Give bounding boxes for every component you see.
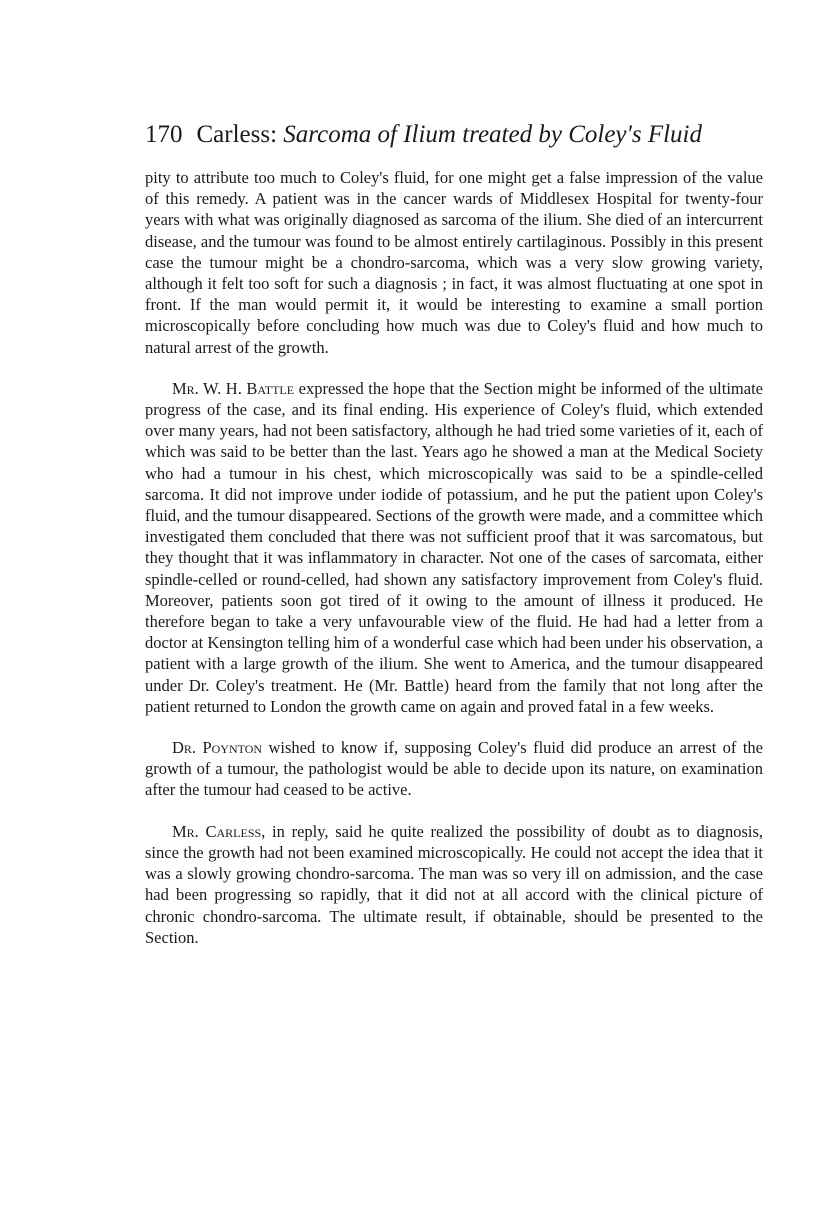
header-title: Sarcoma of Ilium treated by Coley's Fluid [283, 121, 702, 148]
paragraph-battle [145, 378, 763, 717]
running-header [145, 118, 765, 152]
paragraph-text: wished to know if, supposing Coley's fluid did produce an arrest of the growth of a tumour, the pathologist would be able to decide upon its nature, on examination after the tumour had ceased to be active. [145, 738, 763, 800]
header-author: Carless: [196, 121, 278, 148]
paragraph-carless [145, 821, 763, 948]
speaker-name: Dr. Poynton [172, 738, 263, 758]
speaker-name: Mr. W. H. Battle [172, 378, 295, 398]
paragraph-continuation [145, 167, 763, 358]
paragraph-text: pity to attribute too much to Coley's fluid, for one might get a false impression of the value of this remedy. A patient was in the cancer wards of Middlesex Hospital for twenty-four years with what was originally diagnosed as sarcoma of the ilium. She died of an intercurrent disease, and the tumour was found to be almost entirely cartilaginous. Possibly in this present case the tumour might be a chondro-sarcoma, which was a very slow growing variety, although it felt too soft for such a diagnosis ; in fact, it was almost fluctuating at one spot in front. If the man would permit it, it would be interesting to examine a small portion microscopically before concluding how much was due to Coley's fluid and how much to natural arrest of the growth. [145, 168, 763, 357]
body-text [145, 167, 763, 968]
paragraph-text: expressed the hope that the Section might be informed of the ultimate progress of the case, and its final ending. His experience of Coley's fluid, which extended over many years, had not been satisfactory, although he had tried some varieties of it, each of which was said to be better than the last. Years ago he showed a man at the Medical Society who had a tumour in his chest, which microscopically was said to be a spindle-celled sarcoma. It did not improve under iodide of potassium, and he put the patient upon Coley's fluid, and the tumour disappeared. Sections of the growth were made, and a committee which investigated them concluded that there was not sufficient proof that it was sarcomatous, but they thought that it was inflammatory in character. Not one of the cases of sarcomata, either spindle-celled or round-celled, had shown any satisfactory improvement from Coley's fluid. Moreover, patients soon got tired of it owing to the amount of illness it produced. He therefore began to take a very unfavourable view of the fluid. He had had a letter from a doctor at Kensington telling him of a wonderful case which had been under his observation, a patient with a large growth of the ilium. She went to America, and the tumour disappeared under Dr. Coley's treatment. He (Mr. Battle) heard from the family that not long after the patient returned to London the growth came on again and proved fatal in a few weeks. [145, 378, 763, 716]
paragraph-poynton [145, 737, 763, 801]
page-number: 170 [145, 121, 183, 148]
speaker-name: Mr. Carless [172, 821, 262, 841]
paragraph-text: , in reply, said he quite realized the possibility of doubt as to diagnosis, since the growth had not been examined microscopically. He could not accept the idea that it was a slowly growing chondro-sarcoma. The man was so very ill on admission, and the case had been progressing so rapidly, that it did not at all accord with the clinical picture of chronic chondro-sarcoma. The ultimate result, if obtainable, should be presented to the Section. [145, 821, 763, 947]
